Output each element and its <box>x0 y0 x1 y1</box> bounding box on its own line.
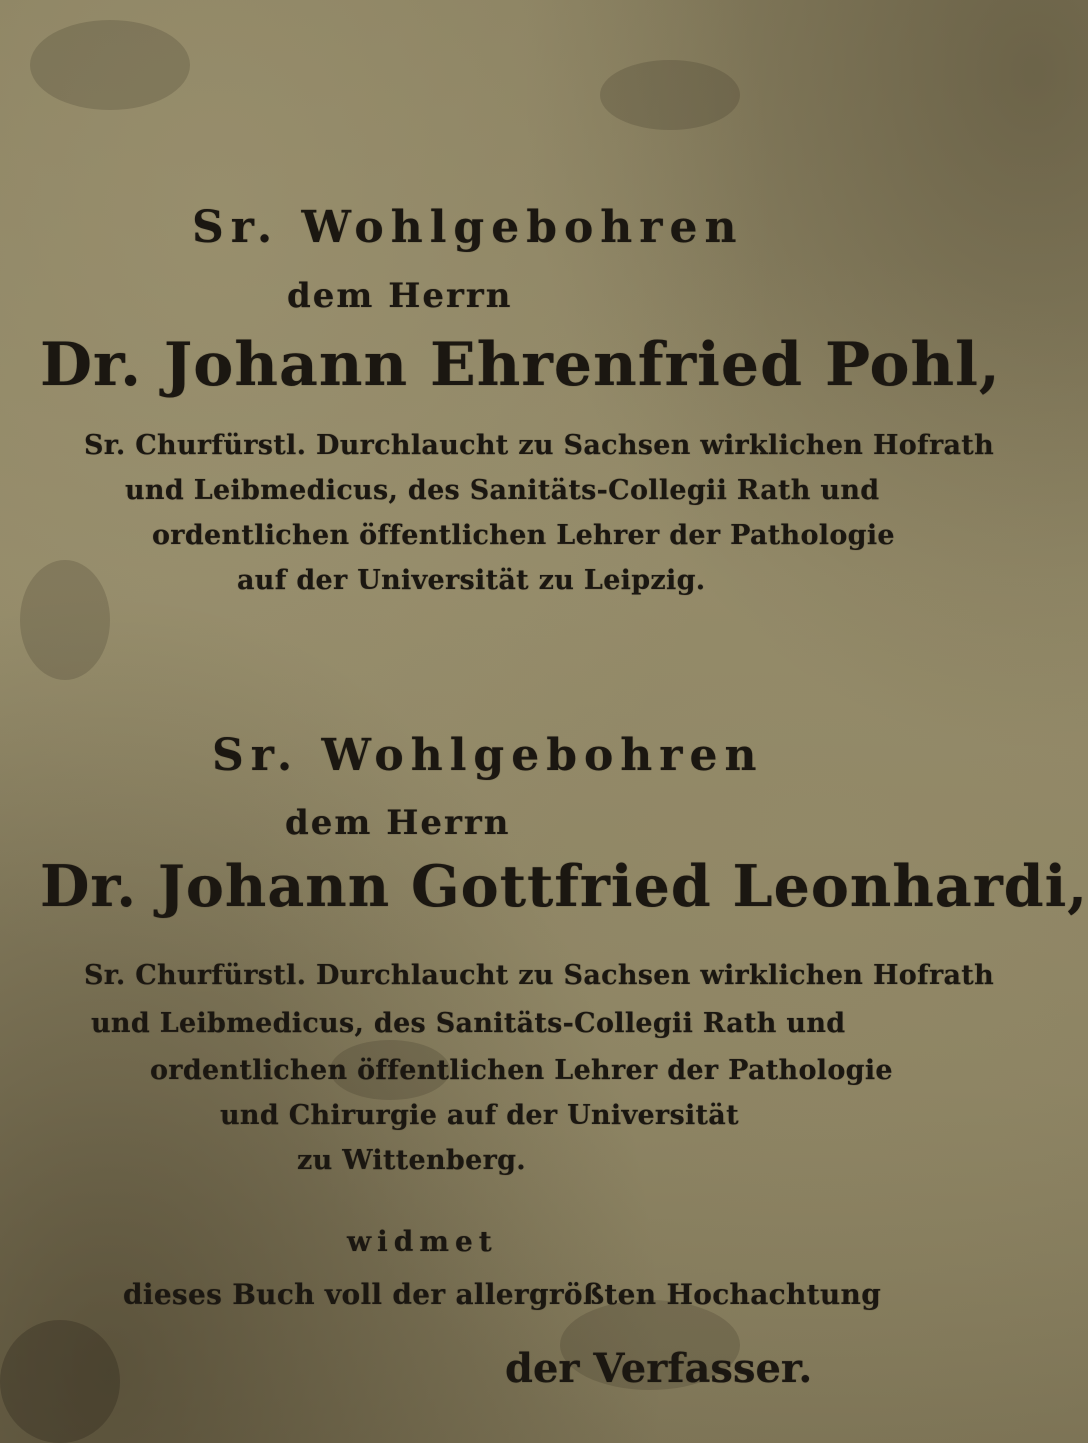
herrn-1: dem Herrn <box>287 276 513 316</box>
salutation-2: Sr. Wohlgebohren <box>212 730 764 781</box>
dedication-line: dieses Buch voll der allergrößten Hochachtung <box>123 1278 882 1311</box>
title-line-1-2: und Leibmedicus, des Sanitäts-Collegii Rath und <box>125 475 880 506</box>
title-line-2-4: und Chirurgie auf der Universität <box>220 1100 739 1131</box>
herrn-2: dem Herrn <box>285 803 511 843</box>
name-1: Dr. Johann Ehrenfried Pohl, <box>40 330 1001 400</box>
paper-stain <box>20 560 110 680</box>
title-line-1-1: Sr. Churfürstl. Durchlaucht zu Sachsen wirklichen Hofrath <box>84 430 994 461</box>
title-line-2-3: ordentlichen öffentlichen Lehrer der Pathologie <box>150 1055 893 1086</box>
salutation-1: Sr. Wohlgebohren <box>192 202 744 253</box>
signature: der Verfasser. <box>505 1345 813 1392</box>
title-line-2-5: zu Wittenberg. <box>297 1145 526 1176</box>
title-line-1-3: ordentlichen öffentlichen Lehrer der Pathologie <box>152 520 895 551</box>
widmet: widmet <box>347 1225 498 1258</box>
title-line-1-4: auf der Universität zu Leipzig. <box>237 565 706 596</box>
paper-stain <box>30 20 190 110</box>
paper-stain <box>0 1320 120 1443</box>
title-line-2-1: Sr. Churfürstl. Durchlaucht zu Sachsen wirklichen Hofrath <box>84 960 994 991</box>
title-line-2-2: und Leibmedicus, des Sanitäts-Collegii Rath und <box>91 1008 846 1039</box>
paper-stain <box>600 60 740 130</box>
name-2: Dr. Johann Gottfried Leonhardi, <box>40 853 1088 920</box>
